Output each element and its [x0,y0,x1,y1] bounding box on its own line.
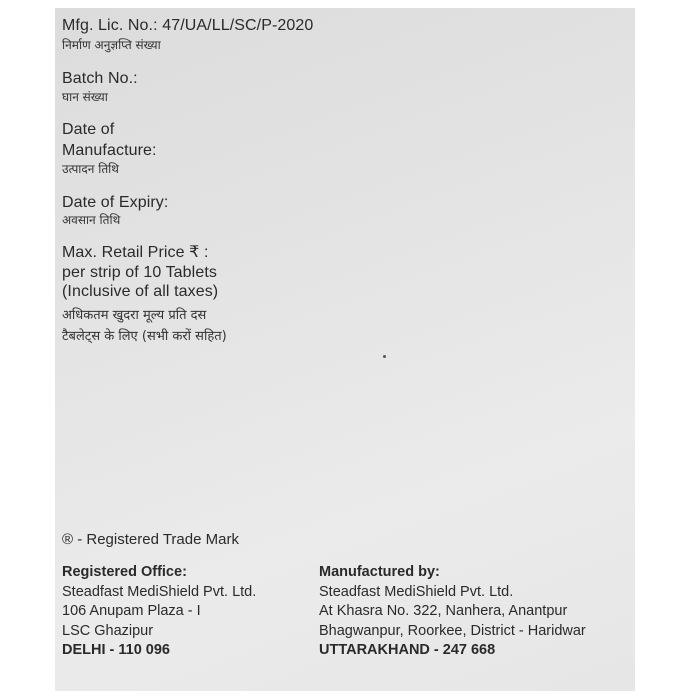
registered-office-line: 106 Anupam Plaza - I [62,603,201,619]
trademark-note: ® - Registered Trade Mark [62,531,239,548]
mrp-label: Max. Retail Price ₹ : [62,244,209,261]
manufactured-by-line: At Khasra No. 322, Nanhera, Anantpur [319,603,568,619]
manufactured-by-state: UTTARAKHAND - 247 668 [319,642,496,658]
date-of-expiry-hindi: अवसान तिथि [62,213,121,227]
manufactured-by-block [319,563,586,661]
mrp-per-strip: per strip of 10 Tablets [62,264,217,281]
batch-number-hindi: घान संख्या [62,90,108,104]
mrp-hindi-line1: अधिकतम खुदरा मूल्य प्रति दस [62,308,207,323]
manufactured-by-line: Bhagwanpur, Roorkee, District - Haridwar [319,622,586,639]
date-of-manufacture-line1: Date of [62,121,115,138]
print-speck [383,355,386,358]
label-card [55,8,635,691]
registered-office-block [62,563,256,661]
registered-office-line: Steadfast MediShield Pvt. Ltd. [62,583,257,600]
date-of-expiry-label: Date of Expiry: [62,194,169,211]
mfg-lic-number: Mfg. Lic. No.: 47/UA/LL/SC/P-2020 [62,17,314,34]
mfg-lic-hindi: निर्माण अनुज्ञप्ति संख्या [62,38,161,52]
mrp-hindi-line2: टैबलेट्स के लिए (सभी करों सहित) [62,329,227,344]
registered-office-heading: Registered Office: [62,564,187,580]
manufactured-by-line: Steadfast MediShield Pvt. Ltd. [319,583,514,600]
manufactured-by-heading: Manufactured by: [319,564,440,580]
batch-number-label: Batch No.: [62,70,138,87]
registered-office-city: DELHI - 110 096 [62,642,170,658]
date-of-manufacture-hindi: उत्पादन तिथि [62,162,119,176]
mrp-inclusive-taxes: (Inclusive of all taxes) [62,283,219,300]
registered-office-line: LSC Ghazipur [62,622,154,639]
date-of-manufacture-line2: Manufacture: [62,142,157,159]
